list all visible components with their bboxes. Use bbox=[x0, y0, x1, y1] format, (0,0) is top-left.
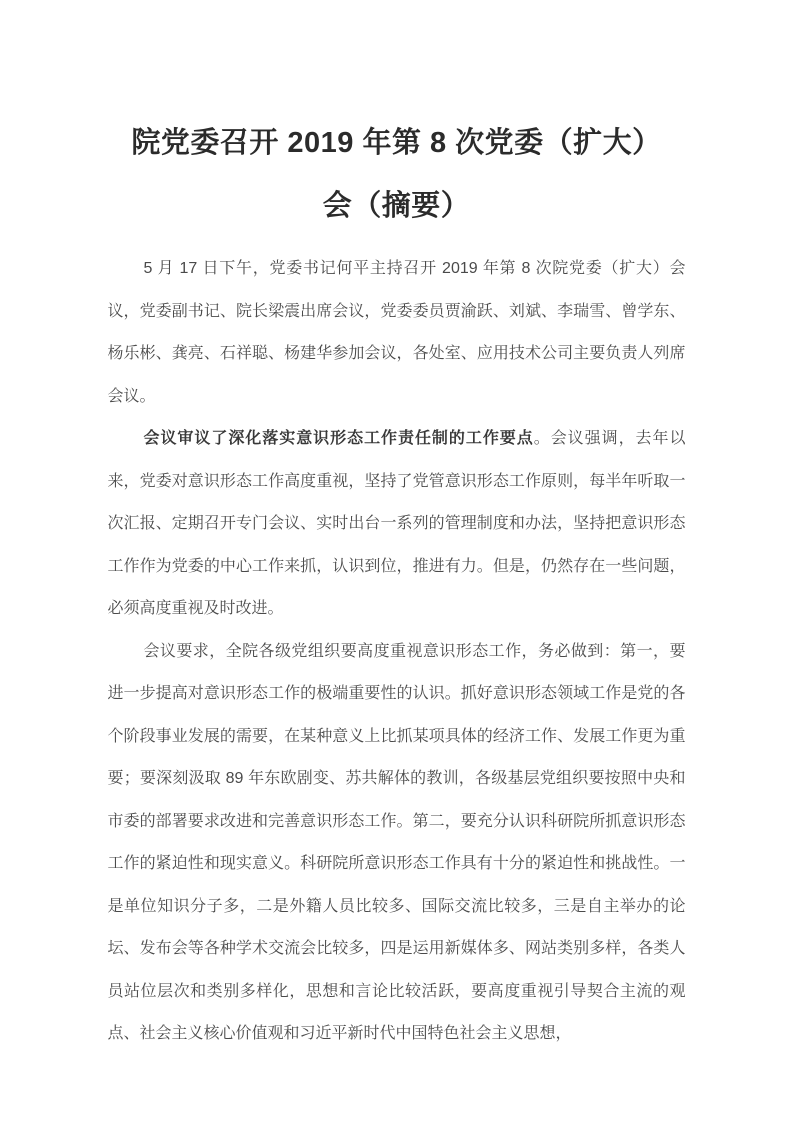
paragraph-review-body: 。会议强调，去年以来，党委对意识形态工作高度重视，坚持了党管意识形态工作原则，每半年听取一次汇报、定期召开专门会议、实时出台一系列的管理制度和办法，坚持把意识形态工作作为党委的中心工作来抓，认识到位，推进有力。但是，仍然存在一些问题，必须高度重视及时改进。 bbox=[107, 430, 686, 617]
paragraph-review-bold-lead: 会议审议了深化落实意识形态工作责任制的工作要点 bbox=[143, 430, 534, 447]
paragraph-attendance: 5 月 17 日下午，党委书记何平主持召开 2019 年第 8 次院党委（扩大）会议，党委副书记、院长梁震出席会议，党委委员贾渝跃、刘斌、李瑞雪、曾学东、杨乐彬、龚亮、石祥聪、杨建华参加会议，各处室、应用技术公司主要负责人列席会议。 bbox=[107, 260, 686, 405]
page-title bbox=[108, 112, 686, 238]
document-content bbox=[108, 112, 686, 1056]
page-title-line-1: 院党委召开 2019 年第 8 次党委（扩大） bbox=[131, 127, 662, 159]
paragraph-requirements: 会议要求，全院各级党组织要高度重视意识形态工作，务必做到：第一，要进一步提高对意识形态工作的极端重要性的认识。抓好意识形态领域工作是党的各个阶段事业发展的需要，在某种意义上比抓某项具体的经济工作、发展工作更为重要；要深刻汲取 89 年东欧剧变、苏共解体的教训，各级基层党组织要按照中央和市委的部署要求改进和完善意识形态工作。第二，要充分认识科研院所抓意识形态工作的紧迫性和现实意义。科研院所意识形态工作具有十分的紧迫性和挑战性。一是单位知识分子多，二是外籍人员比较多、国际交流比较多，三是自主举办的论坛、发布会等各种学术交流会比较多，四是运用新媒体多、网站类别多样，各类人员站位层次和类别多样化，思想和言论比较活跃，要高度重视引导契合主流的观点、社会主义核心价值观和习近平新时代中国特色社会主义思想， bbox=[107, 642, 686, 1042]
paragraph-review bbox=[108, 418, 686, 631]
page-title-line-2: 会（摘要） bbox=[322, 190, 471, 222]
